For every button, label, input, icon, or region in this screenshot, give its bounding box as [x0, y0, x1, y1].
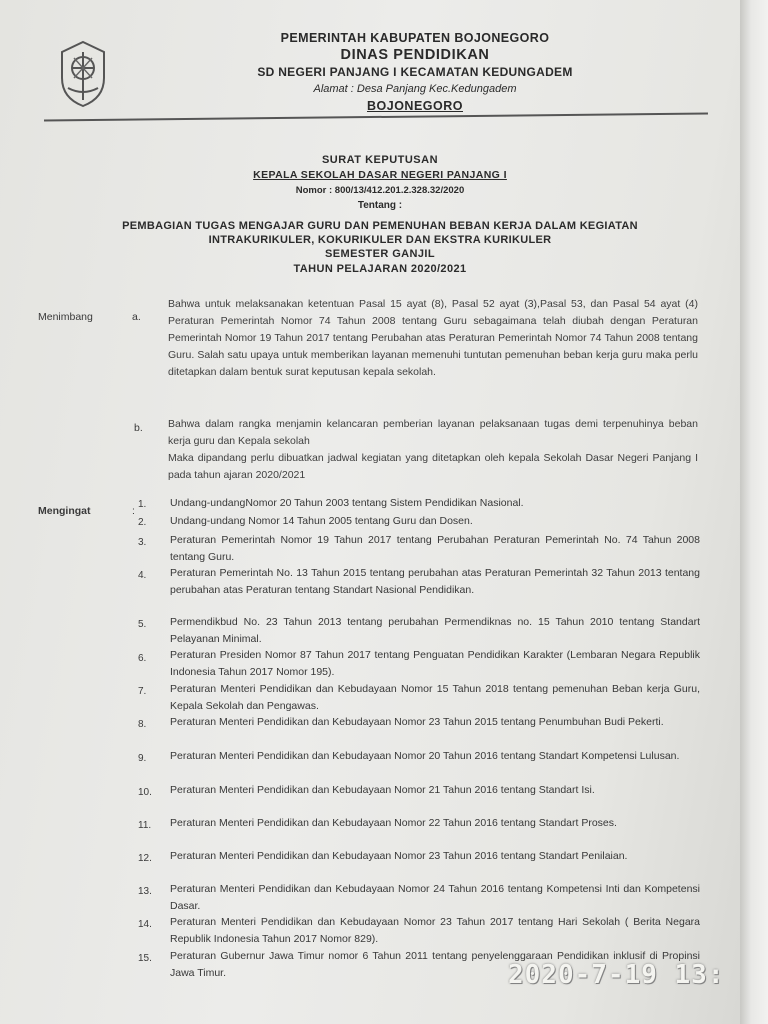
list-item-number: 9.	[138, 753, 147, 764]
list-item: Peraturan Menteri Pendidikan dan Kebudayaan Nomor 15 Tahun 2018 tentang pemenuhan Beban kerja Guru, Kepala Sekolah dan Pengawas.	[170, 683, 700, 712]
list-item: Peraturan Pemerintah No. 13 Tahun 2015 tentang perubahan atas Peraturan Pemerintah 32 Tahun 2013 tentang perubahan atas Peraturan tentang Standart Nasional Pendidikan.	[170, 567, 700, 596]
list-item-number: 8.	[138, 719, 147, 730]
list-item: Peraturan Menteri Pendidikan dan Kebudayaan Nomor 21 Tahun 2016 tentang Standart Isi.	[170, 784, 595, 796]
photo-timestamp: 2020-7-19 13:	[508, 960, 725, 990]
list-item: Peraturan Menteri Pendidikan dan Kebudayaan Nomor 23 Tahun 2017 tentang Hari Sekolah ( Berita Negara Republik Indonesia Tahun 2017 Nomor 829).	[170, 916, 700, 945]
decree-about-label: Tentang :	[357, 200, 403, 211]
list-item: Peraturan Menteri Pendidikan dan Kebudayaan Nomor 23 Tahun 2015 tentang Penumbuhan Budi Pekerti.	[170, 716, 664, 728]
list-item: Peraturan Pemerintah Nomor 19 Tahun 2017 tentang Perubahan Peraturan Pemerintah No. 74 Tahun 2008 tentang Guru.	[170, 534, 700, 563]
letterhead-agency: DINAS PENDIDIKAN	[340, 47, 490, 63]
list-item-number: 1.	[138, 499, 147, 510]
list-item: Peraturan Menteri Pendidikan dan Kebudayaan Nomor 23 Tahun 2016 tentang Standart Penilaian.	[170, 850, 628, 862]
mengingat-label: Mengingat	[38, 505, 91, 517]
list-item: Peraturan Menteri Pendidikan dan Kebudayaan Nomor 24 Tahun 2016 tentang Kompetensi Inti dan Kompetensi Dasar.	[170, 883, 700, 912]
list-item: Peraturan Menteri Pendidikan dan Kebudayaan Nomor 20 Tahun 2016 tentang Standart Kompetensi Lulusan.	[170, 750, 680, 762]
list-item-number: 2.	[138, 517, 147, 528]
decree-semester: SEMESTER GANJIL	[325, 248, 435, 260]
list-item-number: 4.	[138, 570, 147, 581]
letterhead	[150, 30, 680, 115]
list-item-number: 10.	[138, 787, 152, 798]
list-item-number: 12.	[138, 853, 152, 864]
list-item: Undang-undangNomor 20 Tahun 2003 tentang Sistem Pendidikan Nasional.	[170, 497, 524, 509]
list-item-number: 3.	[138, 537, 147, 548]
list-item: Undang-undang Nomor 14 Tahun 2005 tentang Guru dan Dosen.	[170, 515, 473, 527]
mengingat-colon: :	[132, 505, 135, 517]
decree-heading: SURAT KEPUTUSAN	[321, 154, 439, 166]
decree-year: TAHUN PELAJARAN 2020/2021	[293, 263, 467, 275]
letterhead-address: Alamat : Desa Panjang Kec.Kedungadem	[313, 83, 517, 95]
menimbang-a-text: Bahwa untuk melaksanakan ketentuan Pasal 15 ayat (8), Pasal 52 ayat (3),Pasal 53, dan Pasal 54 ayat (4) Peraturan Pemerintah Nomor 74 Tahun 2008 tentang Guru sebagaimana telah diubah dengan Peraturan Pemerintah Nomor 19 Tahun 2017 tentang Perubahan atas Peraturan Pemerintah Nomor 74 Tahun 2008 tentang Guru. Salah satu upaya untuk memberikan layanan memenuhi tuntutan pemenuhan beban kerja guru maka perlu ditetapkan dalam bentuk surat keputusan kepala sekolah.	[168, 298, 698, 378]
list-item: Permendikbud No. 23 Tahun 2013 tentang perubahan Permendiknas no. 15 Tahun 2010 tentang Standart Pelayanan Minimal.	[170, 616, 700, 645]
list-item-number: 15.	[138, 953, 152, 964]
letterhead-school: SD NEGERI PANJANG I KECAMATAN KEDUNGADEM	[257, 65, 573, 79]
decree-subject-2: INTRAKURIKULER, KOKURIKULER DAN EKSTRA KURIKULER	[208, 234, 552, 246]
list-item-number: 13.	[138, 886, 152, 897]
menimbang-b-marker: b.	[134, 422, 143, 434]
list-item: Peraturan Presiden Nomor 87 Tahun 2017 tentang Penguatan Pendidikan Karakter (Lembaran Negara Republik Indonesia Tahun 2017 Nomor 195).	[170, 649, 700, 678]
menimbang-label: Menimbang	[38, 311, 93, 323]
list-item: Peraturan Menteri Pendidikan dan Kebudayaan Nomor 22 Tahun 2016 tentang Standart Proses.	[170, 817, 617, 829]
list-item-number: 11.	[138, 820, 152, 831]
regency-emblem	[52, 38, 114, 110]
decree-subject-1: PEMBAGIAN TUGAS MENGAJAR GURU DAN PEMENUHAN BEBAN KERJA DALAM KEGIATAN	[122, 220, 638, 232]
menimbang-marker: a.	[132, 311, 141, 323]
menimbang-conclusion: Maka dipandang perlu dibuatkan jadwal kegiatan yang ditetapkan oleh kepala Sekolah Dasar Negeri Panjang I pada tahun ajaran 2020/2021	[168, 452, 698, 481]
background-edge	[740, 0, 768, 1024]
menimbang-b-text: Bahwa dalam rangka menjamin kelancaran pemberian layanan pelaksanaan tugas demi terpenuhinya beban kerja guru dan Kepala sekolah	[168, 418, 698, 447]
decree-title	[40, 153, 720, 277]
decree-number: Nomor : 800/13/412.201.2.328.32/2020	[295, 185, 465, 196]
list-item-number: 5.	[138, 619, 147, 630]
list-item-number: 14.	[138, 919, 152, 930]
decree-issuer: KEPALA SEKOLAH DASAR NEGERI PANJANG I	[253, 169, 507, 181]
list-item-number: 6.	[138, 653, 147, 664]
letterhead-city: BOJONEGORO	[367, 99, 463, 113]
list-item: Peraturan Gubernur Jawa Timur nomor 6 Tahun 2011 tentang penyelenggaraan Pendidikan inklusif di Propinsi Jawa Timur.	[170, 950, 700, 979]
list-item-number: 7.	[138, 686, 147, 697]
letterhead-government: PEMERINTAH KABUPATEN BOJONEGORO	[280, 31, 550, 45]
